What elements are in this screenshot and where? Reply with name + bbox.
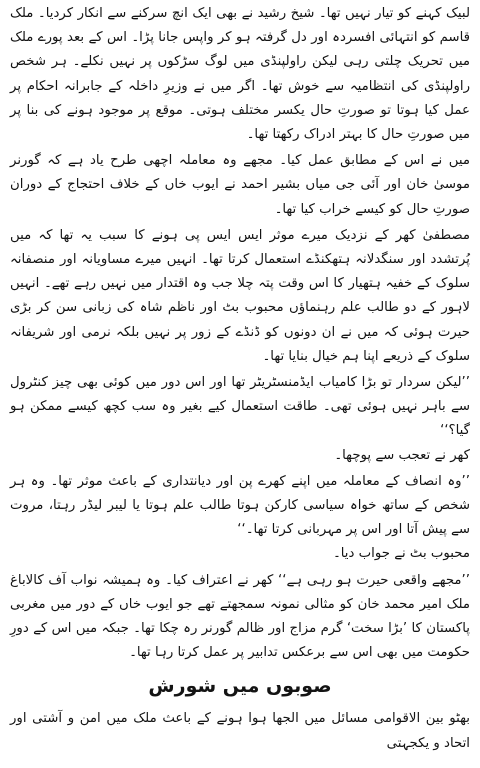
paragraph-7: محبوب بٹ نے جواب دیا۔ — [332, 546, 470, 562]
paragraph-6-quote: ’’وہ انصاف کے معاملہ میں اپنے کھرے پن اور دیانتداری کے باعث موثر تھا۔ وہ ہر شخص کے ساتھ خواہ سیاسی کارکن ہوتا طالب علم ہوتا یا لیبر لیڈر رہتا، مروت سے پیش آتا اور اس پر مہربانی کرتا تھا۔‘‘ — [10, 473, 470, 538]
paragraph-2: میں نے اس کے مطابق عمل کیا۔ مجھے وہ معاملہ اچھی طرح یاد ہے کہ گورنر موسیٰ خان اور آئی جی میاں بشیر احمد نے ایوب خاں کے خلاف احتجاج کے دوران صورتِ حال کو کیسے خراب کیا تھا۔ — [10, 153, 470, 217]
paragraph-3: مصطفیٰ کھر کے نزدیک میرے موثر ایس ایس پی ہونے کا سبب یہ تھا کہ میں پُرتشدد اور سنگدلانہ ہتھکنڈے استعمال کرتا تھا۔ انہیں میرے مساویانہ اور منصفانہ سلوک کے خفیہ ہتھیار کا اس وقت پتہ چلا جب وہ اقتدار میں نہیں رہے تھے۔ انہیں لاہور کے دو طالب علم رہنماؤں محبوب بٹ اور ناظم شاہ کی زبانی سن کر بڑی حیرت ہوئی کہ میں نے ان دونوں کو ڈنڈے کے زور پر نہیں بلکہ نرمی اور شریفانہ سلوک کے ذریعے اپنا ہم خیال بنایا تھا۔ — [10, 227, 470, 364]
paragraph-8-quote: ’’مجھے واقعی حیرت ہو رہی ہے‘‘ کھر نے اعتراف کیا۔ وہ ہمیشہ نواب آف کالاباغ ملک امیر محمد خان کو مثالی نمونہ سمجھتے تھے جو ایوب خاں کے دور میں مغربی پاکستان کا ’بڑا سخت‘ گرم مزاج اور ظالم گورنر رہ چکا تھا۔ جبکہ میں اس کے دورِ حکومت میں بھی اس سے برعکس تدابیر پر عمل کرتا رہا تھا۔ — [10, 572, 470, 661]
paragraph-5: کھر نے تعجب سے پوچھا۔ — [334, 447, 470, 463]
paragraph-1: لبیک کہنے کو تیار نہیں تھا۔ شیخ رشید نے بھی ایک انچ سرکنے سے انکار کردیا۔ ملک قاسم کو انتہائی افسردہ اور دل گرفتہ ہو کر واپس جانا پڑا۔ اس کے بعد پورے ملک میں تحریک چلتی رہی لیکن راولپنڈی میں لوگ سڑکوں پر نہیں نکلے۔ ہر شخص راولپنڈی کی انتظامیہ سے خوش تھا۔ اگر میں نے وزیرِ داخلہ کے جابرانہ احکام پر عمل کیا ہوتا تو صورتِ حال یکسر مختلف ہوتی۔ موقع پر موجود ہونے کی بنا پر میں صورتِ حال کا بہتر ادراک رکھتا تھا۔ — [10, 6, 470, 143]
paragraph-4-quote: ’’لیکن سردار تو بڑا کامیاب ایڈمنسٹریٹر تھا اور اس دور میں کوئی بھی چیز کنٹرول سے باہر نہیں ہوئی تھی۔ طاقت استعمال کیے بغیر وہ سب کچھ کیسے ممکن ہو گیا؟‘‘ — [10, 375, 470, 439]
closing-paragraph: بھٹو بین الاقوامی مسائل میں الجھا ہوا ہونے کے باعث ملک میں امن و آشتی اور اتحاد و یکجہتی — [10, 711, 470, 751]
section-heading: صوبوں میں شورش — [148, 675, 332, 698]
